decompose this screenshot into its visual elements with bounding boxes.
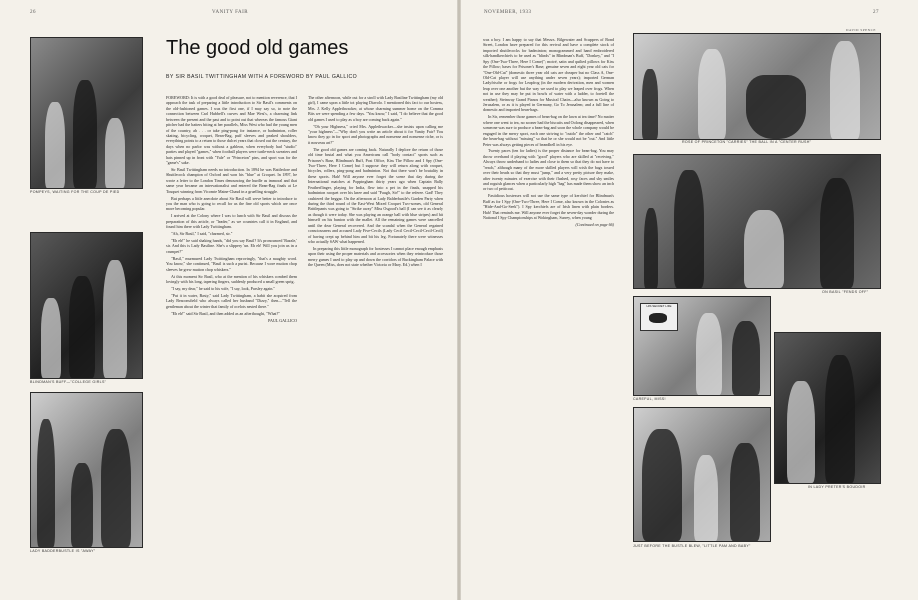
photo-caption: IN LADY PRETER'S BOUDOIR (808, 485, 866, 489)
photo-caption: LADY BADDERBUSTLE IS "AWAY" (30, 549, 96, 553)
paragraph: "Basil," murmured Lady Twittingham reprovingly, "that's a naughty word. You know," she continued, "Basil is such a purist. Because I wore mutton chop sleeves he grew mutton chop whiskers." (166, 255, 297, 272)
photo-caption: ROSE OF PRINCETON "CARRIES" THE BALL IN A "CENTER RUSH" (682, 140, 812, 144)
photo-before-the-bustle-blew (633, 407, 771, 542)
his-secret-life-sign: HIS SECRET LIFE (640, 303, 678, 331)
article-column-3 (483, 37, 614, 585)
paragraph: "Oh your Highness," cried Mrs. Applethwacker—she insists upon calling me "your highness"—"Why don't you write an article about it for Vanity Fair? You know they go in for sport and photographs and nonsense and nonsense riche, or is it nouveau art?" (308, 123, 443, 145)
left-page-number: 26 (30, 10, 36, 15)
paragraph: Sir Basil Twittingham needs no introduction. In 1894 he was Battledore and Shuttlecock champion of Oxford and won his "blue" at Croquet. In 1897, he wrote a letter to the London Times denouncing the hurdle as immoral and that same year became an intervationalist and entered the Bean-Bag finals at Le Touquet winning from Vicomte Maine-Chaud in a gruelling struggle. (166, 166, 297, 194)
paragraph: Fastidious hostesses will not use the same type of kerchief for Blindman's Buff as for I Spy (One-Two-Three, Here I Come, also known in the Colonies as "Hide-And-Go-Seek"). I Spy kerchiefs are of Irish linen with plain borders. Hah! That reminds me. Will anyone ever forget the seven-day wonder during the National I Spy Championships at Wokingham, Surrey, when young (483, 193, 614, 220)
paragraph: In preparing this little monograph for hostesses I cannot place enough emphasis upon their using the proper materials and accessories when they reintroduce those merry games I used to play up and down the corridors of Buckingham Palace with the Queen (Miss, does not state whether Victoria or Mary. Ed.) when I (308, 245, 443, 268)
paragraph: "Eh eh!" said Sir Basil, and then added as an afterthought, "What?" (171, 310, 280, 316)
photo-caption: POMPEYS, WAITING FOR THE COUP DE PIED (30, 190, 120, 194)
paragraph: "Put it in water, Basty," said Lady Twittingham, a habit she acquired from Lady Beaconsfield who always called her husband "Dizzy," then—"Tell the gentleman about the winter that family of ocelots nested there." (166, 292, 297, 309)
photo-basil-fends-off (633, 154, 881, 289)
photo-caption: CAREFUL, MISS! (633, 397, 666, 401)
article-title: The good old games (166, 37, 349, 59)
photo-blindmans-buff (30, 232, 143, 379)
photo-caption: JUST BEFORE THE BUSTLE BLEW, "LITTLE PAM AND BABY" (633, 544, 751, 548)
article-byline: BY SIR BASIL TWITTINGHAM WITH A FOREWORD BY PAUL GALLICO (166, 74, 358, 80)
right-page-number: 27 (873, 10, 879, 15)
photo-lady-preter-boudoir (774, 332, 881, 484)
paragraph: The other afternoon, while out for a stroll with Lady Basiline Twittingham (my old girl), I came upon a little tot playing Diavolo. I mentioned this fact to our hostess, Mrs. J. Kelly Applethwacker, at whose charming summer home on the Comma Bits we were spending a few days. "You know," I said, "I do believe that the good old games I used to play as a boy are coming back again." (308, 95, 443, 122)
paragraph: "I say, my dear," he said to his wife, "I say, look, Parsley again." (171, 285, 276, 291)
paragraph: In Sir, remember those games of bean-bag on the lawn at tea time? No matter where one went to tea, no sooner had the biscuits and Oolong disappeared, when someone was sure to produce a bean-bag and soon the whole company would be engaged in the merry sport, each one striving to "outdo" the other and "catch" the bean-bag without "missing" so that he or she would not be "out." And little Peter was always getting pieces of beandhell in his eye. (483, 114, 614, 147)
photo-lady-badderbustle (30, 392, 143, 548)
magazine-title: VANITY FAIR (212, 10, 249, 15)
continued-note: (Continued on page 66) (575, 221, 614, 227)
photo-caption: ON BASIL "FENDS OFF" (822, 290, 869, 294)
paragraph: was a boy. I am happy to say that Messrs. Bilgewater and Scuppers of Bond Street, London have prepared for this revival and have a complete stock of imported shuttlecocks for badminton; monogrammed and hand embroidered silk-handkerchiefs to be used as "blinds" in Blindman's Buff, "Donkey," and "I Spy (One-Two-Three, Here I Come)"; moiré, satin and quilted pillows for Kiss the Pillow; bases for Prisoner's Base; genuine seven and eight year old cats for "One-Old-Cat" (domestic three year old cats are cheaper but no Class A, One-Old-Cat player will use anything under seven years); imported German Ladyfrische or frogs for Leapfrog (in the modern derivation, men and women leap over one another but the way we used to play we leaped over frogs. When not in use they may be put in bowls of water with a ladder, to foretell the weather); Steinway Grand Pianos for Musical Chairs—also known as Going to Jerusalem, or as it is played in Germany, Go To Jerusalem; and a full line of domestic and imported bean-bags. (483, 37, 614, 113)
paragraph: Twenty paces (ten for ladies) is the proper distance for bean-bag. You may throw overhand if playing with "good" players who are skilled at "receiving." Always throw underhand to ladies and close to them so that they do not have to "reach," although many of the more skilled players will wish the bags tossed over their heads so that they must "jump," and a very pretty picture they make, after twenty minutes of exercise with their flushed, rosy faces and shy smiles and roguish glances when a particularly high "bag" has made them show an inch or two of petticoat. (483, 148, 614, 192)
paragraph: I arrived at the Colony where I was to lunch with Sir Basil and discuss the preparation of this article, or "leader," as we countries call it in England, and found him there with Lady Twittingham. (166, 213, 297, 230)
photo-credit: DAVID SPENCE (846, 28, 876, 32)
paragraph: "Ah, Sir Basil," I said, "charmed, sir." (171, 231, 233, 237)
page-gutter (457, 0, 461, 600)
paragraph: At this moment Sir Basil, who at the mention of his whiskers combed them lovingly with his long, tapering fingers, suddenly produced a small green sprig. (166, 273, 297, 284)
paragraph: FOREWORD: It is with a good deal of pleasure, not to mention reverence, that I approach the task of preparing a little introduction to Sir Basil's comments on the old-fashioned games. I was the first one, if I may say so, to note the connection between Carl Hubbell's curves and Mae West's, a charming link between the present and the past and to point out that whereas the famous Giant pitcher had the batters biting at her parallels, Miss West who had the young men of the country, ah . . . or take ping-pong for instance, or badminton, roller skating, bicycling, croquet, Bean-Bag, puff sleeves and peaked shoulders, everything points to a return to those dulcet years that closed out the century, the days when no parlor was without a gableon, when everybody had "studio" parties and played "games," when football players were turtle-neck sweaters and hats pinned up in front with "Yale" or "Princeton" pins, and sport was for the "game's" sake. (166, 95, 297, 166)
photo-careful-miss (633, 296, 771, 396)
paragraph: "Eh eh!" he said shaking hands, "did you say Basil? It's pronounced 'Bazzle,' sir. And this is Lady Basiline. She's a slippery 'un. Eh eh! Will you join us in a crumpet?" (166, 238, 297, 254)
article-column-2 (308, 95, 443, 585)
paragraph: The good old games are coming back. Naturally I deplore the return of those old time brutal and what you Americans call "body contact" sports such as Prisoner's Base, Blindman's Buff, Post Office, Kiss The Pillow and I Spy (One-Two-Three, Here I Come) but I suppose they will return along with croquet, bicycles, rollers, ping-pong and badminton. Not that there won't be brutality in these sports. Hah! Will anyone ever forget the scene that day during the International matches at Poppingham thirty years ago when Captain Bally Featherflinger, playing for India, flew into a pet in the finals, snapped his badminton racquet over his knee and said "Faugh, Sir!" to the referee. Gad! They cashiered the beggar. On the afternoon at Lady Balderbustle's Garden Party when during the third round of the East-West Mixed Croquet Two-somes, old General Brittlepants was going to "Strike away" Miss Osgood's ball (I can see it as clearly as though it were today. She was playing an orange ball with blue stripes) and hit himself on his bunion with the mallet. All the remaining games were cancelled until the dear General recovered. And the scandal when the General regained consciousness and accused Lady Five-Cecils (Lady Cecil Cecil-Cecil-Cecil-Cecil) of having crept up behind him and bit his leg. Fortunately there were witnesses who actually SAW what happened. (308, 146, 443, 244)
signature: PAUL GALLICO (268, 317, 297, 323)
article-column-1 (166, 95, 297, 585)
photo-princeton-center-rush (633, 33, 881, 140)
photo-caption: BLINDMAN'S BUFF—"COLLEGE GIRLS" (30, 380, 107, 384)
paragraph: But perhaps a little anecdote about Sir Basil will serve better to introduce to you the man who is going to recall for us the fine old sports which are once more becoming popular. (166, 195, 297, 212)
issue-date: NOVEMBER, 1933 (484, 10, 532, 15)
photo-pompeys (30, 37, 143, 189)
